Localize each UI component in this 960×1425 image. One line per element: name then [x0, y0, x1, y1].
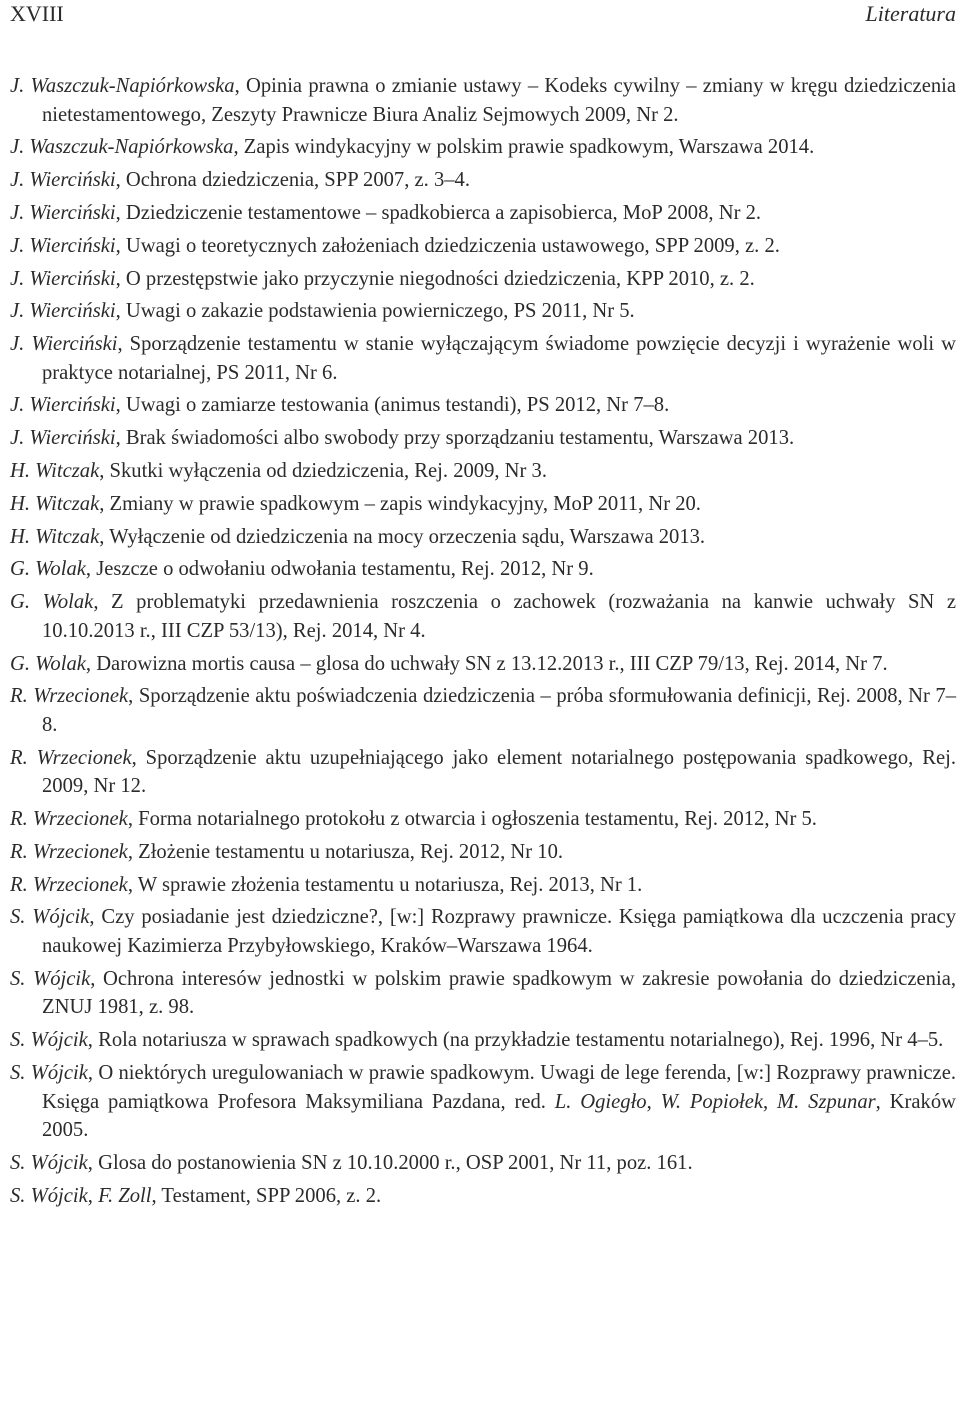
entry-author: H. Witczak	[10, 460, 100, 482]
entry-text: , Sporządzenie testamentu w stanie wyłączającym świadome powzięcie decyzji i wyrażenie woli w praktyce notarialnej, PS 2011, Nr 6.	[42, 333, 956, 384]
bibliography-entry	[10, 133, 956, 162]
entry-author: J. Wierciński	[10, 427, 116, 450]
entry-author: H. Witczak	[10, 525, 100, 548]
entry-text: , Glosa do postanowienia SN z 10.10.2000 r., OSP 2001, Nr 11, poz. 161.	[87, 1151, 693, 1174]
entry-text: , Skutki wyłączenia od dziedziczenia, Rej. 2009, Nr 3.	[99, 460, 548, 482]
entry-text-tail: , Testament, SPP 2006, z. 2.	[151, 1184, 382, 1207]
entry-author: J. Wierciński	[10, 394, 116, 417]
entry-text: , Forma notarialnego protokołu z otwarcia i ogłoszenia testamentu, Rej. 2012, Nr 5.	[127, 808, 817, 831]
entry-text: , O przestępstwie jako przyczynie niegodności dziedziczenia, KPP 2010, z. 2.	[115, 267, 755, 290]
entry-author: J. Wierciński	[10, 234, 116, 257]
bibliography-entry	[10, 457, 956, 486]
entry-text: , Z problematyki przedawnienia roszczenia o zachowek (rozważania na kanwie uchwały SN z 10.10.2013 r., III CZP 53/13), Rej. 2014, Nr 4.	[42, 591, 956, 642]
entry-coauthor: F. Zoll	[98, 1184, 152, 1207]
entry-text: , Złożenie testamentu u notariusza, Rej. 2012, Nr 10.	[127, 840, 564, 863]
bibliography-entry	[10, 1182, 956, 1211]
bibliography-entry	[10, 199, 956, 228]
entry-author: J. Wierciński	[10, 201, 116, 224]
entry-text: , Uwagi o zakazie podstawienia powierniczego, PS 2011, Nr 5.	[115, 300, 635, 323]
entry-text: , Uwagi o zamiarze testowania (animus testandi), PS 2012, Nr 7–8.	[115, 394, 670, 417]
entry-separator: ,	[646, 1090, 661, 1113]
bibliography-entry	[10, 523, 956, 552]
bibliography-entry	[10, 805, 956, 834]
bibliography-entry	[10, 166, 956, 195]
bibliography-entry	[10, 391, 956, 420]
entry-text: , Brak świadomości albo swobody przy sporządzaniu testamentu, Warszawa 2013.	[115, 427, 795, 450]
bibliography-entry	[10, 1149, 956, 1178]
entry-text: , Opinia prawna o zmianie ustawy – Kodeks cywilny – zmiany w kręgu dziedziczenia nietestamentowego, Zeszyty Prawnicze Biura Analiz Sejmowych 2009, Nr 2.	[42, 75, 956, 126]
entry-text: , Sporządzenie aktu uzupełniającego jako element notarialnego postępowania spadkowego, Rej. 2009, Nr 12.	[42, 746, 956, 798]
entry-author: J. Waszczuk-Napiórkowska	[10, 75, 235, 97]
entry-editor: L. Ogiegło	[554, 1090, 647, 1113]
bibliography-entry	[10, 555, 956, 584]
entry-text: , Uwagi o teoretycznych założeniach dziedziczenia ustawowego, SPP 2009, z. 2.	[115, 234, 780, 257]
entry-author: S. Wójcik	[10, 1061, 88, 1084]
entry-text: , Zmiany w prawie spadkowym – zapis windykacyjny, MoP 2011, Nr 20.	[99, 492, 701, 515]
bibliography-entry	[10, 588, 956, 645]
entry-text: , Jeszcze o odwołaniu odwołania testamentu, Rej. 2012, Nr 9.	[85, 558, 594, 581]
entry-text: , Dziedziczenie testamentowe – spadkobierca a zapisobierca, MoP 2008, Nr 2.	[115, 201, 762, 224]
entry-text: , Czy posiadanie jest dziedziczne?, [w:] Rozprawy prawnicze. Księga pamiątkowa dla uczczenia pracy naukowej Kazimierza Przybyłowskiego, Kraków–Warszawa 1964.	[42, 906, 956, 957]
entry-author: J. Wierciński	[10, 267, 116, 290]
entry-text-tail: , Kraków 2005.	[42, 1090, 956, 1142]
entry-author: S. Wójcik	[10, 1029, 88, 1052]
entry-author: S. Wójcik	[10, 967, 91, 990]
entry-author: R. Wrzecionek	[10, 685, 129, 708]
bibliography-entry	[10, 744, 956, 801]
entry-author: J. Waszczuk-Napiórkowska	[10, 136, 234, 159]
bibliography-entry	[10, 1026, 956, 1055]
entry-author: H. Witczak	[10, 492, 100, 515]
entry-author: G. Wolak	[10, 558, 86, 581]
entry-text: , Wyłączenie od dziedziczenia na mocy orzeczenia sądu, Warszawa 2013.	[99, 525, 706, 548]
entry-text: ,	[87, 1184, 99, 1207]
entry-author: R. Wrzecionek	[10, 746, 132, 769]
entry-editor: M. Szpunar	[777, 1090, 876, 1113]
entry-text: , Rola notariusza w sprawach spadkowych (na przykładzie testamentu notarialnego), Rej. 1996, Nr 4–5.	[87, 1029, 944, 1052]
entry-author: J. Wierciński	[10, 333, 118, 356]
bibliography-entry	[10, 424, 956, 453]
entry-author: R. Wrzecionek	[10, 840, 128, 863]
entry-text: , O niektórych uregulowaniach w prawie spadkowym. Uwagi de lege ferenda, [w:] Rozprawy prawnicze. Księga pamiątkowa Profesora Maksymiliana Pazdana, red.	[42, 1061, 956, 1113]
entry-author: R. Wrzecionek	[10, 873, 128, 896]
entry-author: G. Wolak	[10, 591, 94, 614]
page-number: XVIII	[10, 1, 64, 26]
entry-text: , Ochrona interesów jednostki w polskim prawie spadkowym w zakresie powołania do dziedziczenia, ZNUJ 1981, z. 98.	[42, 967, 956, 1019]
entry-text: , Darowizna mortis causa – glosa do uchwały SN z 13.12.2013 r., III CZP 79/13, Rej. 2014, Nr 7.	[85, 652, 888, 675]
entry-text: , W sprawie złożenia testamentu u notariusza, Rej. 2013, Nr 1.	[127, 873, 643, 896]
entry-author: J. Wierciński	[10, 300, 116, 323]
bibliography-entry	[10, 72, 956, 129]
entry-text: , Ochrona dziedziczenia, SPP 2007, z. 3–4.	[115, 169, 470, 192]
bibliography-entry	[10, 682, 956, 739]
entry-author: G. Wolak	[10, 652, 86, 675]
bibliography-entry	[10, 838, 956, 867]
bibliography-entry	[10, 297, 956, 326]
running-header	[10, 0, 956, 30]
bibliography-list	[10, 72, 956, 1210]
section-title: Literatura	[865, 1, 956, 26]
bibliography-entry	[10, 490, 956, 519]
entry-author: S. Wójcik	[10, 1184, 88, 1207]
bibliography-entry	[10, 650, 956, 679]
bibliography-entry	[10, 1059, 956, 1145]
bibliography-entry	[10, 903, 956, 960]
entry-separator: ,	[763, 1090, 778, 1113]
bibliography-entry	[10, 871, 956, 900]
entry-editor: W. Popiołek	[660, 1090, 764, 1113]
bibliography-entry	[10, 265, 956, 294]
entry-text: , Sporządzenie aktu poświadczenia dziedziczenia – próba sformułowania definicji, Rej. 2008, Nr 7–8.	[42, 685, 956, 736]
bibliography-entry	[10, 330, 956, 387]
entry-author: S. Wójcik	[10, 1151, 88, 1174]
entry-author: R. Wrzecionek	[10, 808, 128, 831]
entry-text: , Zapis windykacyjny w polskim prawie spadkowym, Warszawa 2014.	[233, 136, 815, 159]
bibliography-entry	[10, 232, 956, 261]
bibliography-entry	[10, 965, 956, 1022]
entry-author: S. Wójcik	[10, 906, 90, 929]
entry-author: J. Wierciński	[10, 169, 116, 192]
